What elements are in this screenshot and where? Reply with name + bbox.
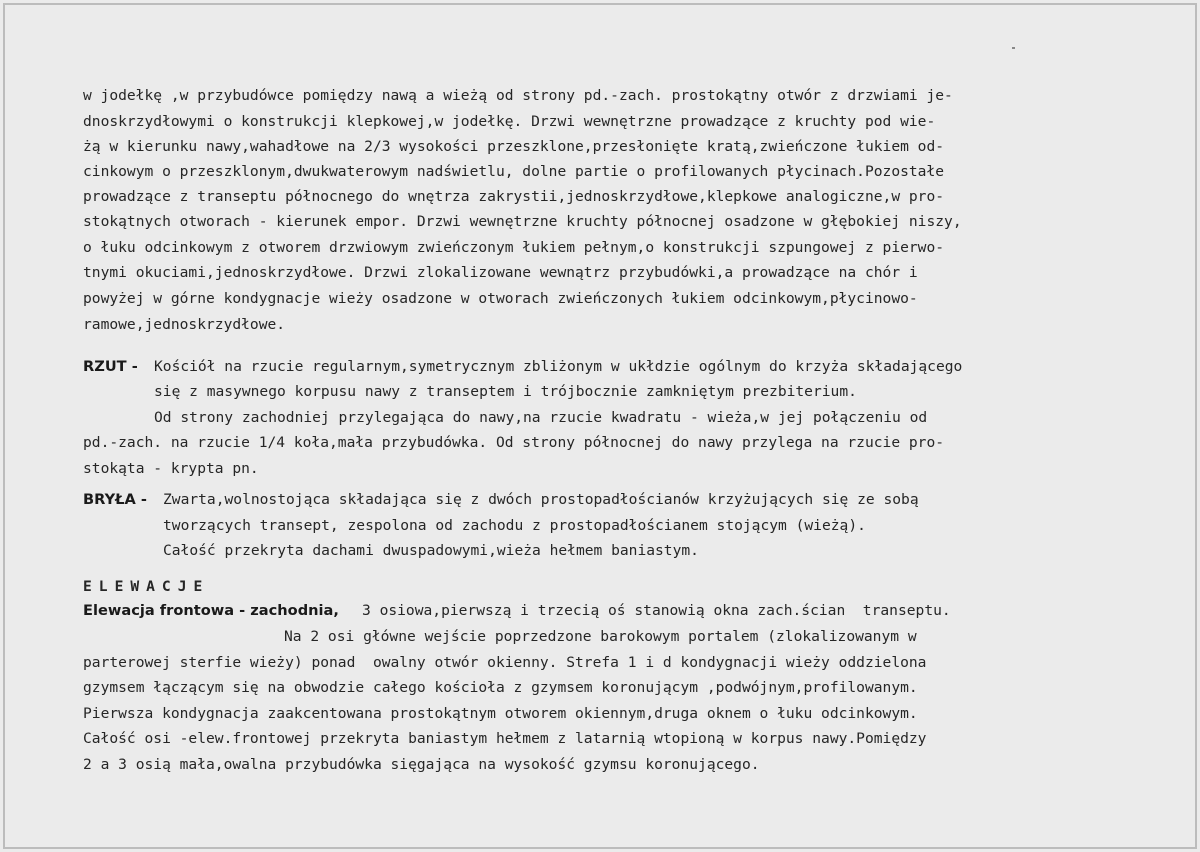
text-line: o łuku odcinkowym z otworem drzwiowym zwieńczonym łukiem pełnym,o konstrukcji szpungowej z pierwo- (83, 239, 945, 256)
text-line: powyżej w górne kondygnacje wieży osadzone w otworach zwieńczonych łukiem odcinkowym,płycinowo- (83, 290, 918, 307)
text-line: parterowej sterfie wieży) ponad owalny otwór okienny. Strefa 1 i d kondygnacji wieży oddzielona (83, 654, 927, 671)
text-line: 3 osiowa,pierwszą i trzecią oś stanowią okna zach.ścian transeptu. (362, 602, 951, 619)
text-line: cinkowym o przeszklonym,dwukwaterowym nadświetlu, dolne partie o profilowanych płycinach.Pozostałe (83, 163, 945, 180)
text-line: ramowe,jednoskrzydłowe. (83, 316, 286, 333)
text-line: prowadzące z transeptu północnego do wnętrza zakrystii,jednoskrzydłowe,klepkowe analogiczne,w pro- (83, 188, 945, 205)
text-line: Całość przekryta dachami dwuspadowymi,wieża hełmem baniastym. (163, 542, 699, 559)
scan-speck (1012, 47, 1015, 49)
text-line: tnymi okuciami,jednoskrzydłowe. Drzwi zlokalizowane wewnątrz przybudówki,a prowadzące na chór i (83, 264, 918, 281)
text-line: w jodełkę ,w przybudówce pomiędzy nawą a wieżą od strony pd.-zach. prostokątny otwór z drzwiami je- (83, 87, 953, 104)
text-line: Pierwsza kondygnacja zaakcentowana prostokątnym otworem okiennym,druga oknem o łuku odcinkowym. (83, 705, 918, 722)
section-heading-elewacje: ELEWACJE (83, 578, 210, 595)
text-line: żą w kierunku nawy,wahadłowe na 2/3 wysokości przeszklone,przesłonięte kratą,zwieńczone łukiem od- (83, 138, 945, 155)
text-line: dnoskrzydłowymi o konstrukcji klepkowej,w jodełkę. Drzwi wewnętrzne prowadzące z kruchty pod wie- (83, 113, 936, 130)
text-line: Kościół na rzucie regularnym,symetrycznym zbliżonym w ukłdzie ogólnym do krzyża składającego (154, 358, 963, 375)
text-line: Na 2 osi główne wejście poprzedzone barokowym portalem (zlokalizowanym w (284, 628, 917, 645)
text-line: pd.-zach. na rzucie 1/4 koła,mała przybudówka. Od strony północnej do nawy przylega na rzucie pro- (83, 434, 945, 451)
text-line: Zwarta,wolnostojąca składająca się z dwóch prostopadłościanów krzyżujących się ze sobą (163, 491, 919, 508)
text-line: się z masywnego korpusu nawy z transeptem i trójbocznie zamkniętym prezbiterium. (154, 383, 857, 400)
subsection-heading-elewacja-frontowa: Elewacja frontowa - zachodnia, (83, 602, 339, 619)
section-heading-bryla: BRYŁA - (83, 491, 147, 508)
text-line: gzymsem łączącym się na obwodzie całego kościoła z gzymsem koronującym ,podwójnym,profilowanym. (83, 679, 918, 696)
text-line: 2 a 3 osią mała,owalna przybudówka sięgająca na wysokość gzymsu koronującego. (83, 756, 760, 773)
section-heading-rzut: RZUT - (83, 358, 138, 375)
text-line: stokąta - krypta pn. (83, 460, 259, 477)
text-line: Od strony zachodniej przylegająca do nawy,na rzucie kwadratu - wieża,w jej połączeniu od (154, 409, 928, 426)
text-line: Całość osi -elew.frontowej przekryta baniastym hełmem z latarnią wtopioną w korpus nawy.Pomiędzy (83, 730, 927, 747)
text-line: tworzących transept, zespolona od zachodu z prostopadłościanem stojącym (wieżą). (163, 517, 866, 534)
text-line: stokątnych otworach - kierunek empor. Drzwi wewnętrzne kruchty północnej osadzone w głębokiej niszy, (83, 213, 962, 230)
